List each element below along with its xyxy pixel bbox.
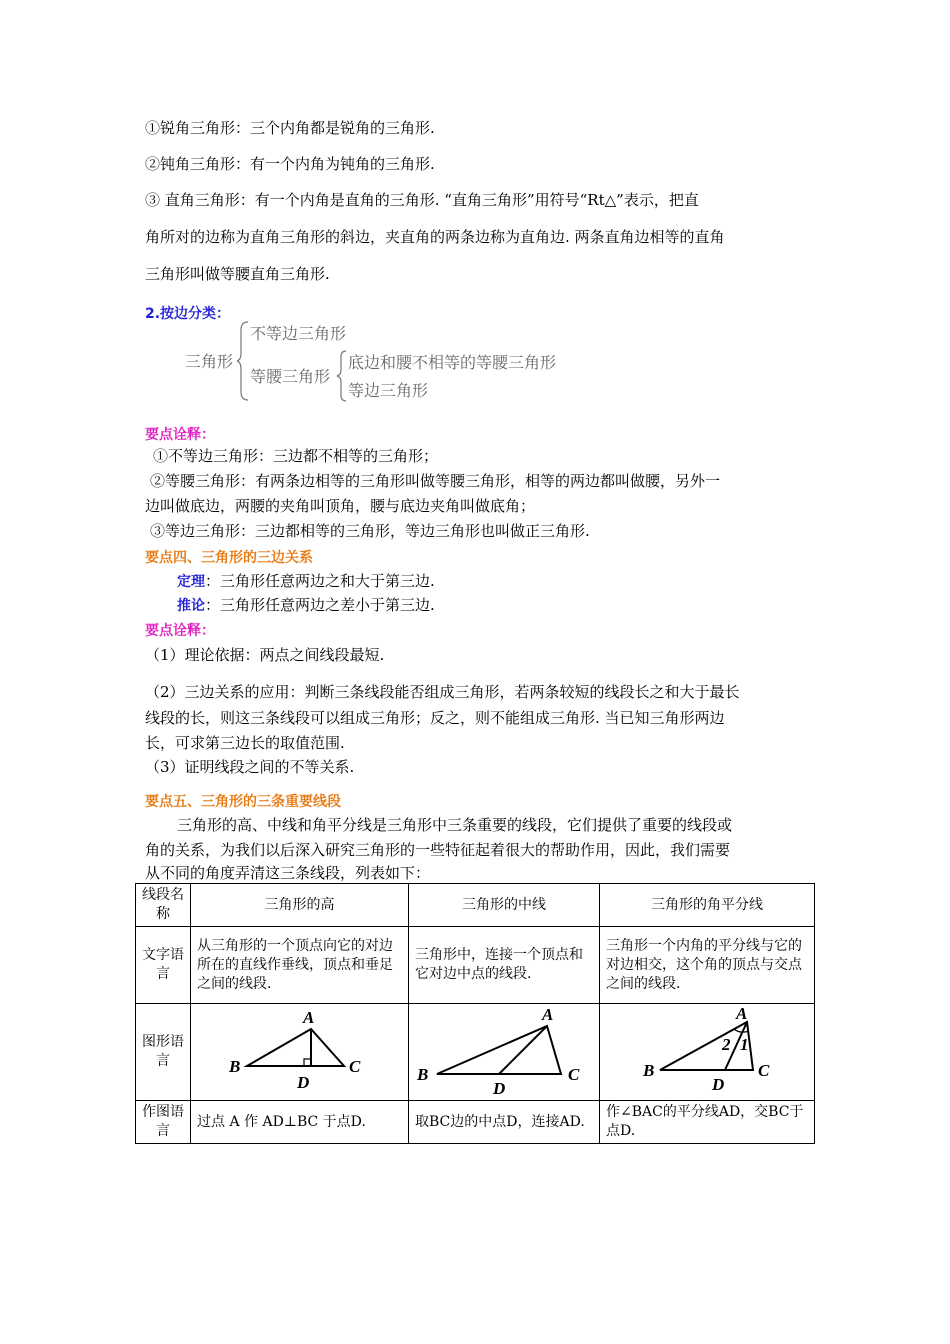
label-a: A <box>303 1008 315 1027</box>
table-row-header <box>136 884 815 927</box>
table-row-text-language <box>136 927 815 1004</box>
label-d: D <box>297 1073 310 1092</box>
text-lang-bisector: 三角形一个内角的平分线与它的对边相交，这个角的顶点与交点之间的线段. <box>600 927 815 1004</box>
figure-altitude-cell <box>191 1004 409 1101</box>
notes2-line5: （3）证明线段之间的不等关系. <box>145 758 355 776</box>
notes1-line3: 边叫做底边，两腰的夹角叫顶角，腰与底边夹角叫做底角； <box>145 497 536 515</box>
notes2-line3: 线段的长，则这三条线段可以组成三角形；反之，则不能组成三角形. 当已知三角形两边 <box>145 709 725 727</box>
label-angle1: 1 <box>740 1035 749 1054</box>
right-angle-mark <box>304 1059 311 1066</box>
corollary-label: 推论 <box>177 598 205 614</box>
angle-arc <box>734 1029 749 1032</box>
text-lang-median: 三角形中，连接一个顶点和它对边中点的线段. <box>409 927 600 1004</box>
figure-median-cell <box>409 1004 600 1101</box>
intro-item-right-line3: 三角形叫做等腰直角三角形. <box>145 265 330 283</box>
label-angle2: 2 <box>722 1035 731 1054</box>
notes2-line2: （2）三边关系的应用：判断三条线段能否组成三角形，若两条较短的线段长之和大于最长 <box>145 683 740 701</box>
table-row-figure-language <box>136 1004 815 1101</box>
label-c: C <box>349 1057 361 1076</box>
text-lang-altitude: 从三角形的一个顶点向它的对边所在的直线作垂线，顶点和垂足之间的线段. <box>191 927 409 1004</box>
bisector-figure <box>600 1004 806 1094</box>
classification-root: 三角形 <box>185 352 234 371</box>
median-triangle <box>437 1026 561 1074</box>
section5-para-line1: 三角形的高、中线和角平分线是三角形中三条重要的线段，它们提供了重要的线段或 <box>177 816 733 834</box>
row-name-cell: 文字语言 <box>136 927 191 1004</box>
table-row-drawing-language <box>136 1101 815 1144</box>
median-figure <box>409 1004 587 1094</box>
draw-lang-bisector: 作∠BAC的平分线AD，交BC于点D. <box>600 1101 815 1144</box>
label-b: B <box>417 1065 429 1084</box>
notes2-heading: 要点诠释： <box>145 623 215 639</box>
segments-table <box>135 883 815 1144</box>
side-classification-heading: 2.按边分类： <box>145 306 231 322</box>
median-segment <box>499 1026 547 1074</box>
altitude-triangle <box>247 1029 344 1066</box>
intro-item-acute: ①锐角三角形：三个内角都是锐角的三角形. <box>145 119 435 137</box>
row-name-cell: 图形语言 <box>136 1004 191 1101</box>
label-d: D <box>712 1075 725 1094</box>
theorem-label: 定理 <box>177 574 205 590</box>
label-a: A <box>736 1004 748 1023</box>
label-c: C <box>758 1061 770 1080</box>
label-c: C <box>568 1065 580 1084</box>
draw-lang-altitude: 过点 A 作 AD⊥BC 于点D. <box>191 1101 409 1144</box>
classification-equilateral: 等边三角形 <box>348 381 429 400</box>
header-altitude: 三角形的高 <box>191 884 409 927</box>
notes1-heading: 要点诠释： <box>145 427 215 443</box>
figure-bisector-cell <box>600 1004 815 1101</box>
intro-item-right-line2: 角所对的边称为直角三角形的斜边，夹直角的两条边称为直角边. 两条直角边相等的直角 <box>145 228 725 246</box>
notes2-line4: 长，可求第三边长的取值范围. <box>145 734 345 752</box>
classification-scalene: 不等边三角形 <box>250 324 347 343</box>
row-name-cell: 线段名称 <box>136 884 191 927</box>
intro-item-obtuse: ②钝角三角形：有一个内角为钝角的三角形. <box>145 155 435 173</box>
header-bisector: 三角形的角平分线 <box>600 884 815 927</box>
notes1-line4: ③等边三角形：三边都相等的三角形，等边三角形也叫做正三角形. <box>150 522 590 540</box>
section4-corollary <box>177 595 435 616</box>
altitude-figure <box>191 1004 396 1094</box>
intro-item-right-line1: ③ 直角三角形：有一个内角是直角的三角形. “直角三角形”用符号“Rt△”表示，把直 <box>145 191 699 209</box>
section5-para-line3: 从不同的角度弄清这三条线段，列表如下： <box>145 864 431 882</box>
theorem-text: ：三角形任意两边之和大于第三边. <box>205 572 435 590</box>
section5-heading: 要点五、三角形的三条重要线段 <box>145 794 341 810</box>
section4-theorem <box>177 571 435 592</box>
label-a: A <box>542 1005 554 1024</box>
notes1-line1: ①不等边三角形：三边都不相等的三角形； <box>153 447 439 465</box>
section5-para-line2: 角的关系，为我们以后深入研究三角形的一些特征起着很大的帮助作用，因此，我们需要 <box>145 841 731 859</box>
label-d: D <box>493 1079 506 1094</box>
classification-isosceles: 等腰三角形 <box>250 367 331 386</box>
small-brace-icon <box>336 349 348 403</box>
label-b: B <box>229 1057 241 1076</box>
header-median: 三角形的中线 <box>409 884 600 927</box>
notes2-line1: （1）理论依据：两点之间线段最短. <box>145 646 385 664</box>
section4-heading: 要点四、三角形的三边关系 <box>145 550 313 566</box>
classification-isosceles-nonequal: 底边和腰不相等的等腰三角形 <box>348 353 557 372</box>
row-name-cell: 作图语言 <box>136 1101 191 1144</box>
notes1-line2: ②等腰三角形：有两条边相等的三角形叫做等腰三角形，相等的两边都叫做腰，另外一 <box>150 472 721 490</box>
corollary-text: ：三角形任意两边之差小于第三边. <box>205 596 435 614</box>
label-b: B <box>643 1061 655 1080</box>
big-brace-icon <box>236 320 250 402</box>
draw-lang-median: 取BC边的中点D，连接AD. <box>409 1101 600 1144</box>
